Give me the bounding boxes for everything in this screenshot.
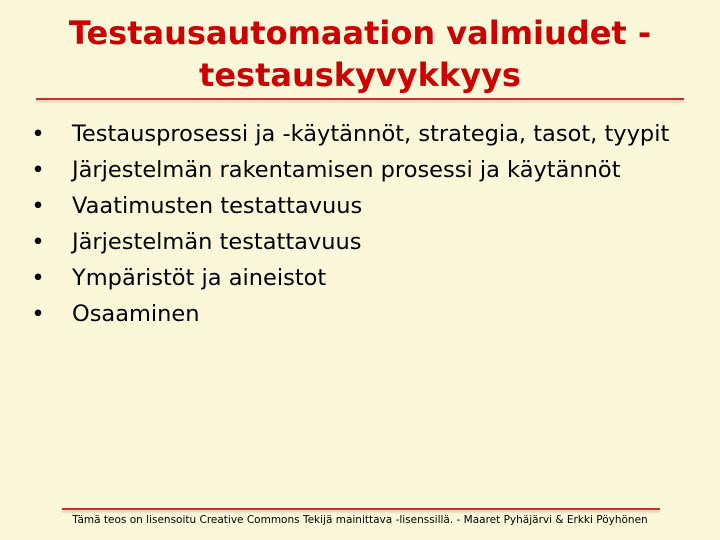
bullet-text: Järjestelmän testattavuus bbox=[72, 229, 362, 255]
bullet-item bbox=[28, 298, 688, 330]
bullet-item bbox=[28, 226, 688, 258]
title-divider bbox=[36, 98, 684, 100]
bullet-text: Testausprosessi ja -käytännöt, strategia, tasot, tyypit bbox=[72, 121, 670, 147]
bullet-list bbox=[28, 118, 688, 334]
slide-title bbox=[40, 12, 680, 96]
bullet-text: Järjestelmän rakentamisen prosessi ja käytännöt bbox=[72, 157, 621, 183]
slide-title-line-1: Testausautomaation valmiudet - bbox=[68, 14, 652, 52]
bullet-dot-icon: • bbox=[31, 193, 45, 219]
bullet-text: Vaatimusten testattavuus bbox=[72, 193, 363, 219]
slide-title-line-2: testauskyvykkyys bbox=[199, 56, 521, 94]
bullet-dot-icon: • bbox=[31, 121, 45, 147]
footer-divider bbox=[62, 508, 660, 510]
bullet-dot-icon: • bbox=[31, 157, 45, 183]
bullet-text: Osaaminen bbox=[72, 301, 200, 327]
bullet-item bbox=[28, 118, 688, 150]
bullet-text: Ympäristöt ja aineistot bbox=[72, 265, 327, 291]
bullet-dot-icon: • bbox=[31, 265, 45, 291]
bullet-item bbox=[28, 154, 688, 186]
bullet-item bbox=[28, 262, 688, 294]
license-footer: Tämä teos on lisensoitu Creative Commons Tekijä mainittava -lisenssillä. - Maaret Pyhäjärvi & Erkki Pöyhönen bbox=[72, 514, 648, 526]
bullet-dot-icon: • bbox=[31, 301, 45, 327]
bullet-dot-icon: • bbox=[31, 229, 45, 255]
bullet-item bbox=[28, 190, 688, 222]
